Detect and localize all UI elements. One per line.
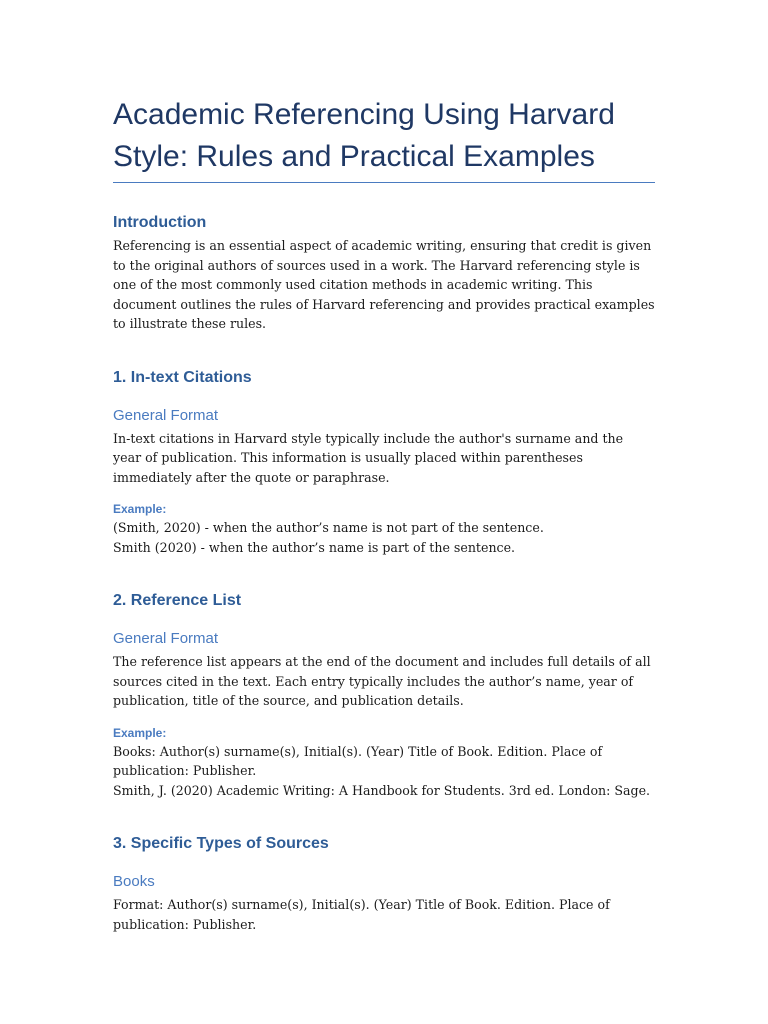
section-2-paragraph: The reference list appears at the end of the document and includes full details of all sources cited in the text. Each entry typically includes the author’s name, year of publication, title of the source, and publication details. [113,654,651,708]
section-1-example-line: Smith (2020) - when the author’s name is part of the sentence. [113,539,516,555]
section-2-example-label: Example: [113,725,167,740]
section-2-subheading: General Format [113,630,219,647]
introduction-heading: Introduction [113,214,207,231]
page-title: Academic Referencing Using Harvard Style: Rules and Practical Examples [113,94,655,183]
section-3-subheading: Books [113,873,155,890]
section-3-heading: 3. Specific Types of Sources [113,835,329,852]
section-2-example-line: Smith, J. (2020) Academic Writing: A Handbook for Students. 3rd ed. London: Sage. [113,782,651,798]
section-2-heading: 2. Reference List [113,592,242,609]
section-1-heading: 1. In-text Citations [113,368,252,386]
document-page [113,94,655,934]
section-1-subheading: General Format [113,406,219,424]
section-1-paragraph: In-text citations in Harvard style typically include the author's surname and the year of publication. This information is usually placed within parentheses immediately after the quote or paraphrase. [113,430,624,485]
section-1-example-label: Example: [113,502,167,516]
introduction-paragraph: Referencing is an essential aspect of academic writing, ensuring that credit is given to the original authors of sources used in a work. The Harvard referencing style is one of the most commonly used citation methods in academic writing. This document outlines the rules of Harvard referencing and provides practical examples to illustrate these rules. [113,238,655,331]
section-3-paragraph: Format: Author(s) surname(s), Initial(s). (Year) Title of Book. Edition. Place of publication: Publisher. [113,897,610,932]
section-1-example-line: (Smith, 2020) - when the author’s name is not part of the sentence. [113,520,544,535]
section-2-example-line: Books: Author(s) surname(s), Initial(s). (Year) Title of Book. Edition. Place of publication: Publisher. [113,743,603,778]
